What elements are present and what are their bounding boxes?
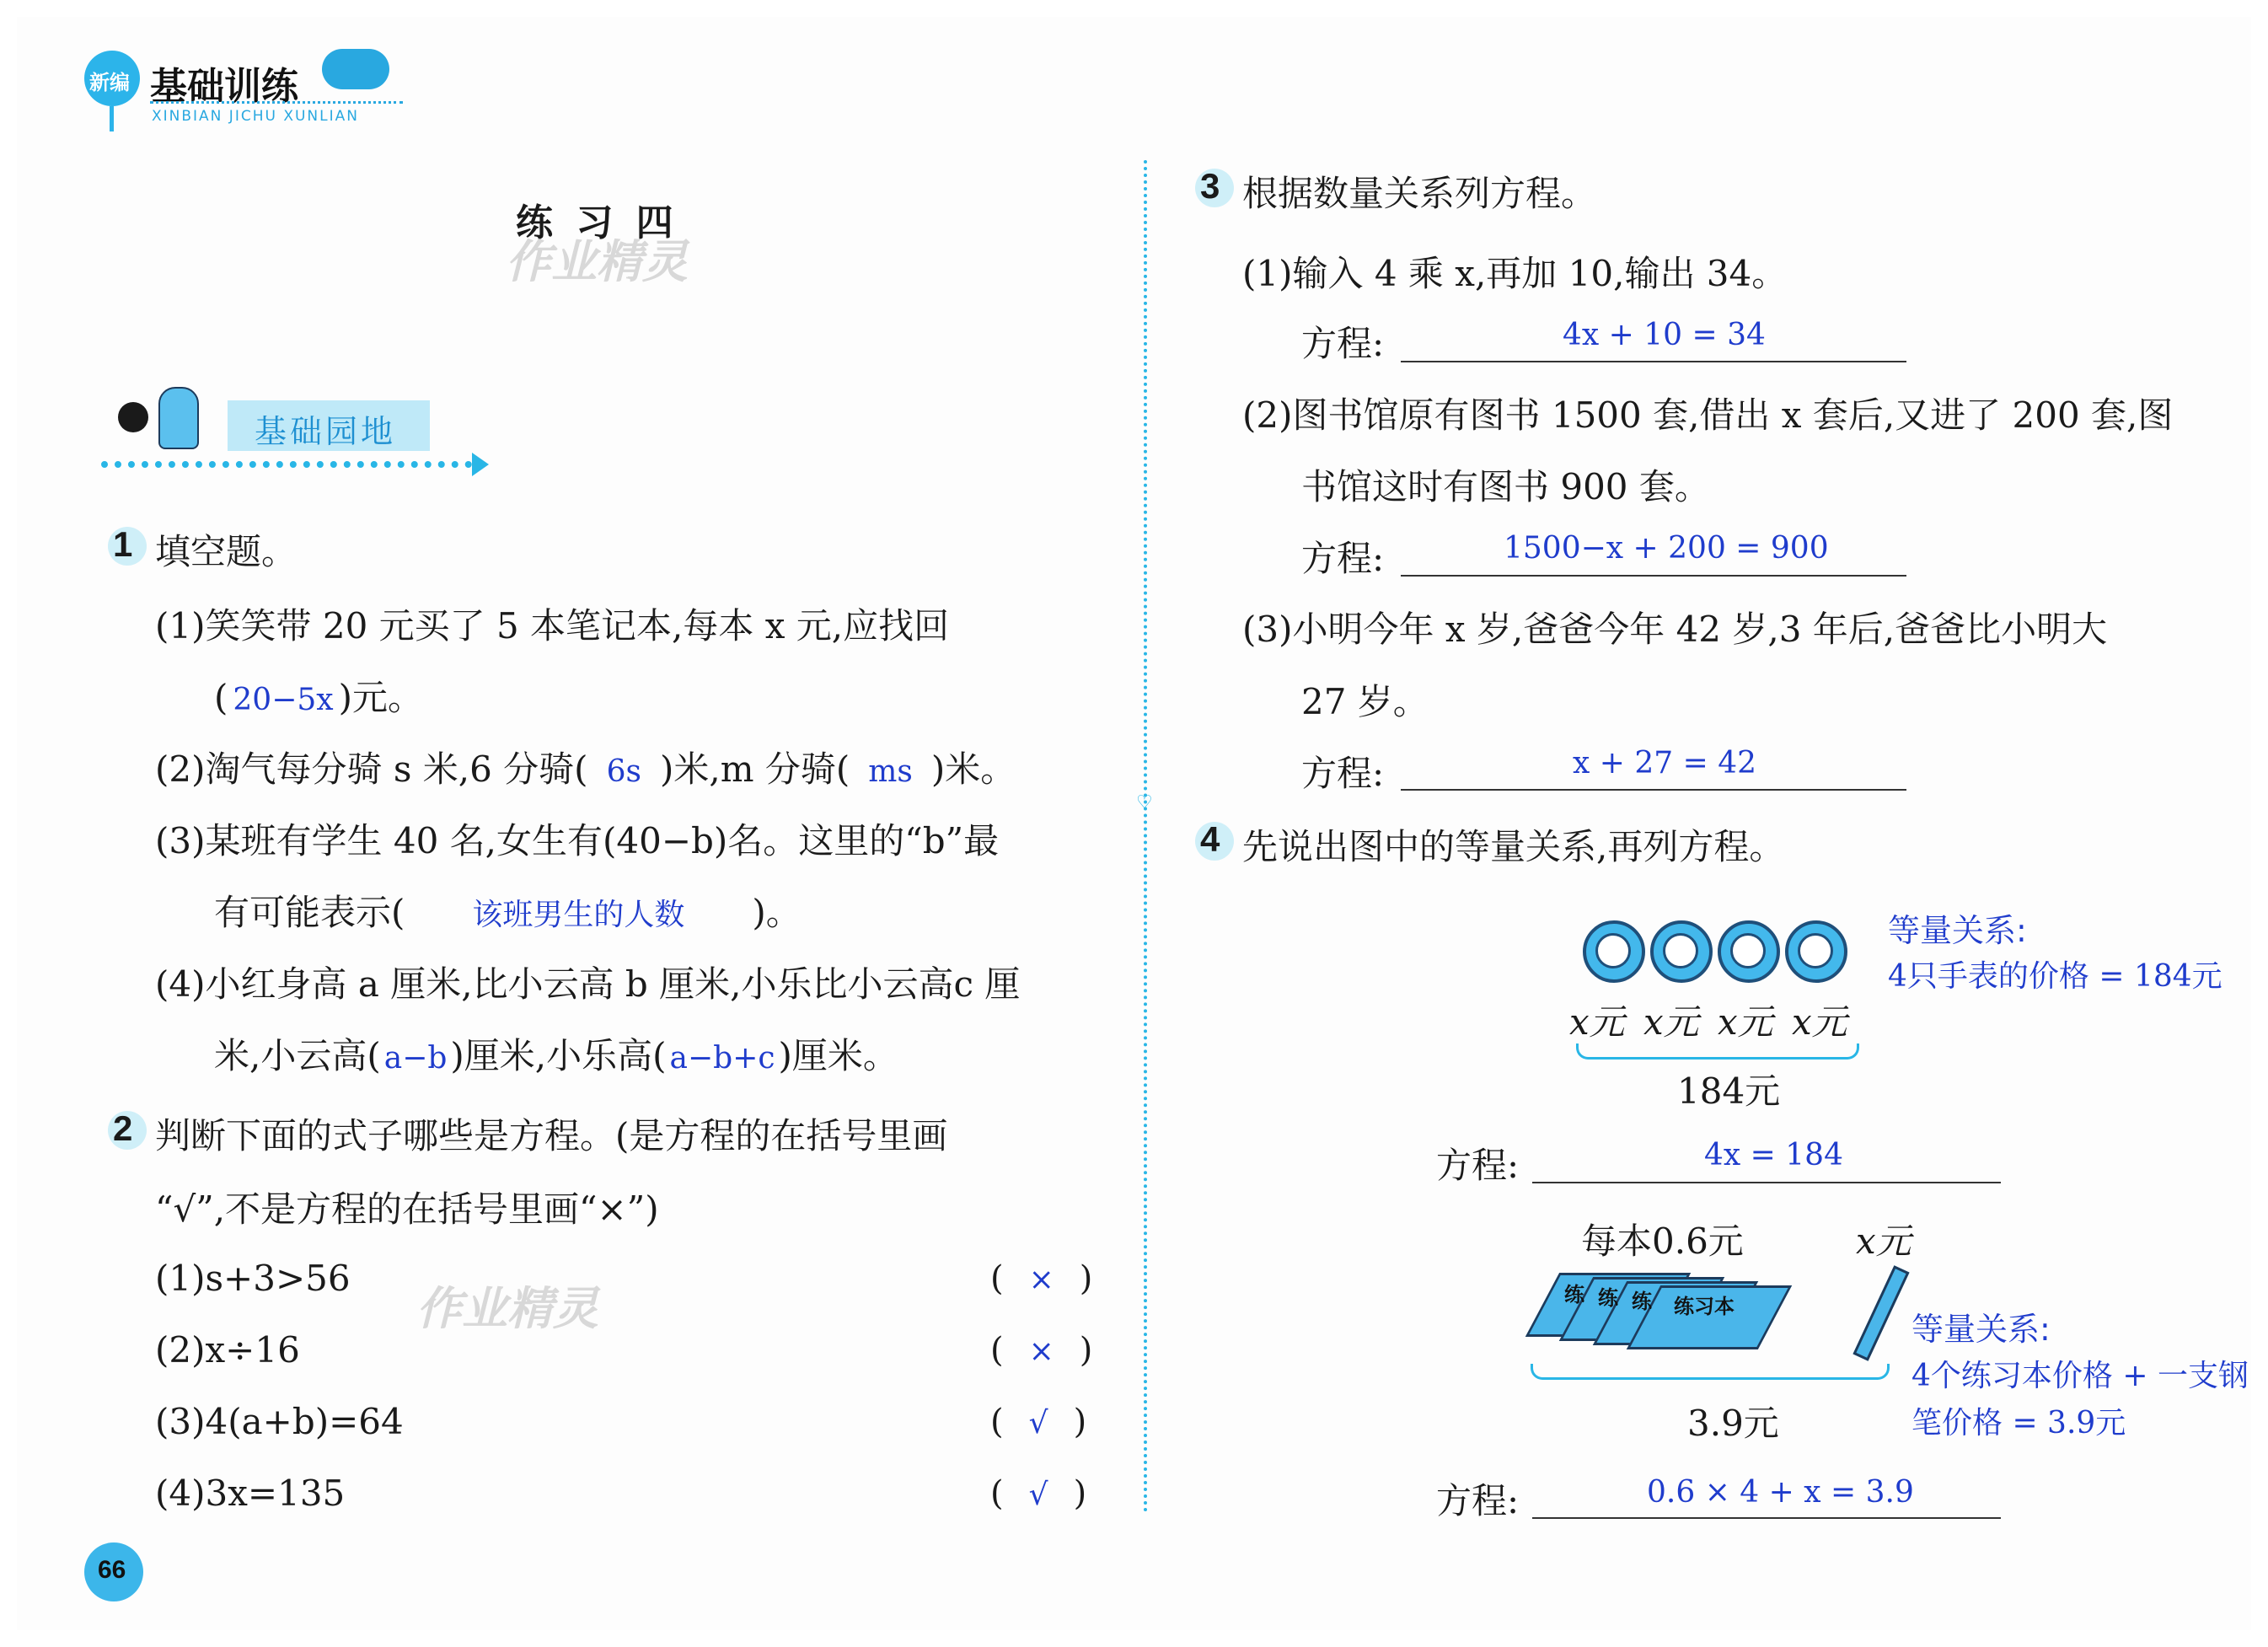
q1-item2-pre: (2)淘气每分骑 s 米,6 分骑( (155, 748, 588, 790)
notebook-3-text: 练 (1632, 1290, 1652, 1313)
page-number: 66 (98, 1556, 126, 1584)
q1-prompt: 填空题。 (155, 531, 298, 572)
q1-item3-line2 (214, 885, 802, 936)
q1-item2-mid: )米,m 分骑( (659, 748, 850, 790)
q2-item4-expr: (4)3x=135 (155, 1473, 346, 1514)
q2-item2-box: ( × ) (990, 1331, 1093, 1370)
fig1-relation: 4只手表的价格 = 184元 (1888, 959, 2222, 994)
section-tag-label: 基础园地 (255, 413, 397, 450)
q1-item1-line1: (1)笑笑带 20 元买了 5 本笔记本,每本 x 元,应找回 (155, 605, 950, 646)
fig2-brace (1531, 1364, 1890, 1380)
q3-item2-underline (1401, 575, 1906, 577)
watch-1-icon (1583, 920, 1645, 983)
pen-price-label: x元 (1856, 1220, 1911, 1262)
fig1-underline (1532, 1182, 2001, 1183)
fig2-relation-line1: 4个练习本价格 + 一支钢 (1911, 1359, 2249, 1393)
q2-item3-expr: (3)4(a+b)=64 (155, 1401, 404, 1442)
q1-item2-answer2: ms (868, 754, 913, 789)
fig1-answer: 4x = 184 (1704, 1138, 1843, 1172)
watch-2-icon (1650, 920, 1713, 983)
fig1-eq-label: 方程: (1436, 1145, 1520, 1186)
page-title: 练 习 四 (516, 201, 678, 244)
logo-title: 基础训练 (150, 65, 298, 108)
q2-item1-expr: (1)s+3>56 (155, 1258, 351, 1299)
lantern-small-icon (118, 402, 148, 432)
q2-item4-box: ( √ ) (990, 1474, 1087, 1513)
fig1-relation-title: 等量关系: (1888, 912, 2027, 949)
q3-item3-line1: (3)小明今年 x 岁,爸爸今年 42 岁,3 年后,爸爸比小明大 (1242, 609, 2108, 650)
q3-item1-line1: (1)输入 4 乘 x,再加 10,输出 34。 (1242, 253, 1788, 294)
logo-pinyin: XINBIAN JICHU XUNLIAN (152, 108, 359, 125)
q3-item3-answer: x + 27 = 42 (1573, 746, 1757, 781)
q2-item3-box: ( √ ) (990, 1403, 1087, 1441)
q2-item2-expr: (2)x÷16 (155, 1329, 300, 1371)
watch-1-label: x元 (1569, 1001, 1625, 1043)
q1-item2 (155, 742, 1016, 792)
q1-item2-post: )米。 (930, 748, 1016, 790)
q1-item4-answer1: a−b (383, 1041, 448, 1076)
q1-item4-answer2: a−b+c (669, 1041, 775, 1076)
q1-item3-line1: (3)某班有学生 40 名,女生有(40−b)名。这里的“b”最 (155, 820, 1000, 861)
section-arrow-head (472, 453, 489, 476)
q1-item4-mid: )厘米,小乐高( (450, 1035, 667, 1076)
cloud-icon (322, 49, 389, 89)
q3-prompt: 根据数量关系列方程。 (1242, 173, 1597, 214)
q1-item2-answer1: 6s (606, 754, 641, 789)
q3-item3-line2: 27 岁。 (1301, 681, 1429, 722)
fig2-underline (1532, 1517, 2001, 1519)
watermark-1: 作业精灵 (506, 235, 688, 288)
q1-item4-pre: 米,小云高( (214, 1035, 381, 1076)
q1-item1-answer: 20−5x (233, 683, 334, 717)
fig2-relation-line2: 笔价格 = 3.9元 (1911, 1406, 2126, 1440)
q2-item1-mark: × (1028, 1263, 1054, 1297)
q3-item2-line2: 书馆这时有图书 900 套。 (1301, 466, 1710, 507)
q1-item3-pre: 有可能表示( (214, 892, 405, 933)
q3-item1-eq-label: 方程: (1301, 323, 1385, 364)
watch-total: 184元 (1677, 1070, 1781, 1112)
section-arrow-line (101, 461, 472, 468)
q1-item4-line2 (214, 1028, 898, 1079)
watch-2-label: x元 (1643, 1001, 1699, 1043)
divider-heart-icon: ♡ (1136, 792, 1153, 813)
header-dotted-line (150, 101, 403, 104)
q3-number: 3 (1200, 166, 1220, 206)
q2-number: 2 (113, 1108, 133, 1148)
q1-item1-open-paren: ( (214, 677, 228, 718)
q2-item2-mark: × (1028, 1334, 1054, 1369)
fig2-answer: 0.6 × 4 + x = 3.9 (1647, 1475, 1914, 1510)
q1-item3-post: )。 (752, 892, 802, 933)
watch-3-label: x元 (1718, 1001, 1773, 1043)
notebook-2-text: 练 (1598, 1286, 1618, 1310)
q1-item3-answer: 该班男生的人数 (472, 898, 685, 932)
fig2-relation-title: 等量关系: (1911, 1311, 2051, 1348)
q3-item2-line1: (2)图书馆原有图书 1500 套,借出 x 套后,又进了 200 套,图 (1242, 394, 2174, 436)
section-header (118, 384, 497, 476)
q1-item1-close: )元。 (338, 677, 423, 718)
girl-figure-icon (158, 387, 199, 449)
fig2-total: 3.9元 (1687, 1403, 1779, 1444)
watch-3-icon (1718, 920, 1780, 983)
watermark-2: 作业精灵 (416, 1282, 598, 1335)
q4-number: 4 (1200, 819, 1220, 859)
q3-item3-eq-label: 方程: (1301, 753, 1385, 794)
q1-number: 1 (113, 524, 133, 564)
q2-item4-mark: √ (1028, 1478, 1048, 1512)
q3-item1-answer: 4x + 10 = 34 (1563, 318, 1766, 352)
book-price-label: 每本0.6元 (1581, 1220, 1744, 1262)
header-logo (78, 42, 415, 135)
q2-item3-mark: √ (1028, 1406, 1048, 1440)
q4-prompt: 先说出图中的等量关系,再列方程。 (1242, 826, 1785, 867)
lantern-string (110, 106, 114, 131)
notebook-1-text: 练 (1564, 1283, 1584, 1306)
q2-prompt-line1: 判断下面的式子哪些是方程。(是方程的在括号里画 (155, 1115, 948, 1156)
notebook-4-text: 练习本 (1674, 1295, 1735, 1318)
watch-brace (1576, 1043, 1859, 1060)
watch-4-label: x元 (1792, 1001, 1847, 1043)
q1-item4-line1: (4)小红身高 a 厘米,比小云高 b 厘米,小乐比小云高c 厘 (155, 963, 1021, 1005)
logo-badge: 新编 (89, 71, 130, 94)
center-divider (1144, 160, 1147, 1513)
q3-item1-underline (1401, 361, 1906, 362)
q2-item1-box: ( × ) (990, 1259, 1093, 1298)
q2-prompt-line2: “√”,不是方程的在括号里画“×”) (155, 1188, 659, 1230)
q3-item2-answer: 1500−x + 200 = 900 (1504, 531, 1829, 566)
q1-item4-post: )厘米。 (778, 1035, 898, 1076)
q1-item1-line2 (214, 670, 423, 721)
q3-item3-underline (1401, 789, 1906, 791)
fig2-eq-label: 方程: (1436, 1480, 1520, 1521)
watch-4-icon (1785, 920, 1847, 983)
q3-item2-eq-label: 方程: (1301, 538, 1385, 579)
